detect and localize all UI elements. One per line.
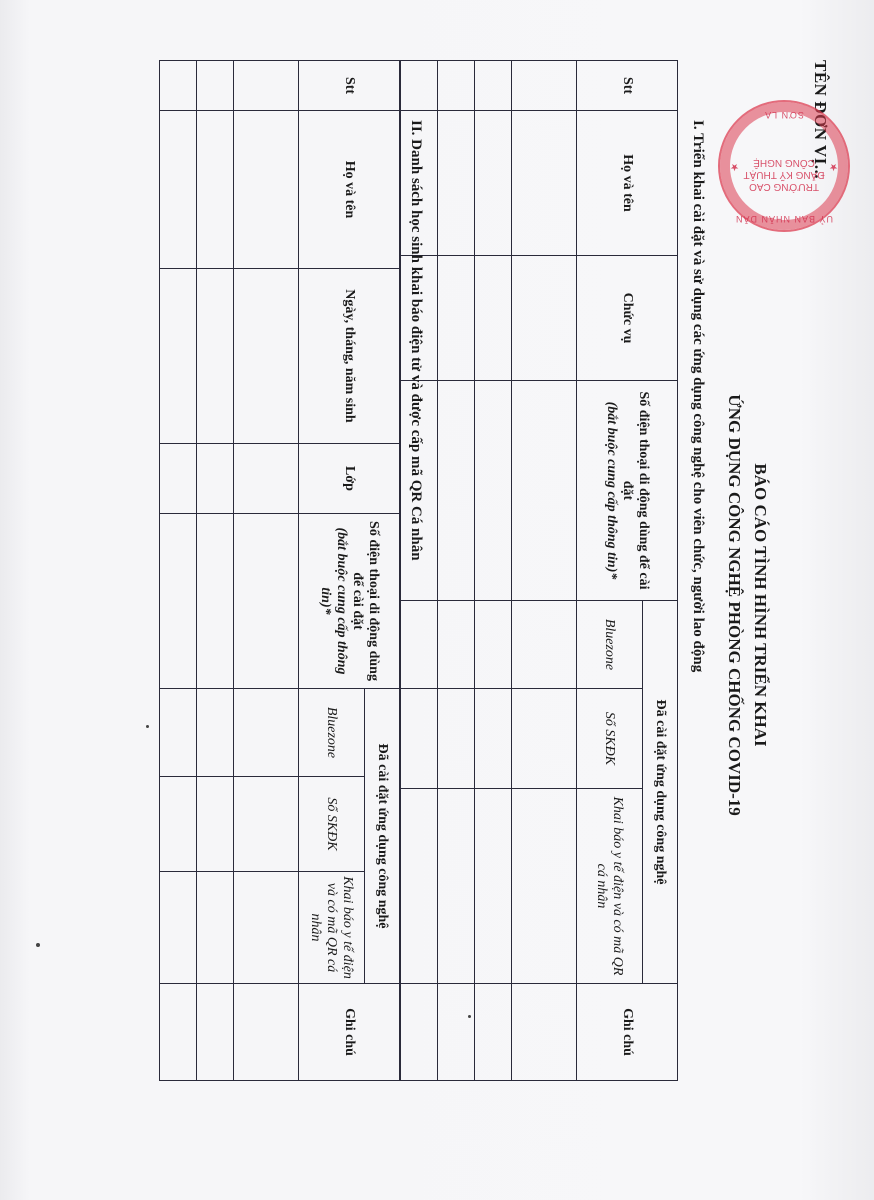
seal-star-icon: ★ xyxy=(730,161,739,172)
student-table xyxy=(159,60,400,1081)
scan-speck xyxy=(468,1015,471,1018)
report-subtitle: ỨNG DỤNG CÔNG NGHỆ PHÒNG CHỐNG COVID-19 xyxy=(725,394,744,816)
scan-speck xyxy=(146,725,149,728)
table-row xyxy=(512,61,577,1081)
sub-khaibao: Khai báo y tế điện và có mã QR cá nhân xyxy=(577,789,643,984)
col-phone-label: Số điện thoại di động dùng để cài đặt xyxy=(350,521,381,681)
col-class: Lớp xyxy=(299,444,400,514)
table-row xyxy=(475,61,512,1081)
rotated-page xyxy=(140,60,840,1150)
sub-sskd: Sổ SKĐK xyxy=(577,689,643,789)
col-dob: Ngày, tháng, năm sinh xyxy=(299,269,400,444)
scan-speck xyxy=(36,943,40,947)
official-seal xyxy=(718,100,850,232)
table-row xyxy=(160,61,197,1081)
table-row xyxy=(234,61,299,1081)
col-stt: Stt xyxy=(299,61,400,111)
col-name: Họ và tên xyxy=(299,111,400,269)
col-phone-note: (bắt buộc cung cấp thông tin)* xyxy=(604,401,619,580)
col-phone-note: (bắt buộc cung cấp thông tin)* xyxy=(318,527,349,675)
col-installed: Đã cài đặt ứng dụng công nghệ xyxy=(365,689,400,984)
sub-bluezone: Bluezone xyxy=(577,601,643,689)
sub-bluezone: Bluezone xyxy=(299,689,365,777)
col-note: Ghi chú xyxy=(299,984,400,1081)
table-row xyxy=(438,61,475,1081)
col-name: Họ và tên xyxy=(577,111,678,256)
col-installed: Đã cài đặt ứng dụng công nghệ xyxy=(643,601,678,984)
seal-star-icon: ★ xyxy=(829,161,838,172)
seal-center-text: TRƯỜNG CAO ĐẲNG KỸ THUẬT CÔNG NGHỆ xyxy=(743,157,825,192)
col-position: Chức vụ xyxy=(577,256,678,381)
table-row xyxy=(197,61,234,1081)
report-title: BÁO CÁO TÌNH HÌNH TRIỂN KHAI xyxy=(751,463,770,747)
section1-title: I. Triển khai cài đặt và sử dụng các ứng dụng công nghệ cho viên chức, người lao động xyxy=(690,120,706,673)
col-phone-label: Số điện thoại di động dùng để cài đặt xyxy=(620,391,651,590)
seal-bottom-text: SƠN LA xyxy=(764,110,804,120)
sub-sskd: Sổ SKĐK xyxy=(299,777,365,872)
col-phone xyxy=(577,381,678,601)
unit-name: TÊN ĐƠN VỊ... xyxy=(811,60,830,180)
col-stt: Stt xyxy=(577,61,678,111)
section2-title: II. Danh sách học sinh khai báo điện tử và được cấp mã QR Cá nhân xyxy=(408,120,424,561)
sub-khaibao: Khai báo y tế điện và có mã QR cá nhân xyxy=(299,872,365,984)
staff-table xyxy=(400,60,678,1081)
col-phone xyxy=(299,514,400,689)
seal-top-text: UỶ BAN NHÂN DÂN xyxy=(735,214,834,224)
col-note: Ghi chú xyxy=(577,984,678,1081)
